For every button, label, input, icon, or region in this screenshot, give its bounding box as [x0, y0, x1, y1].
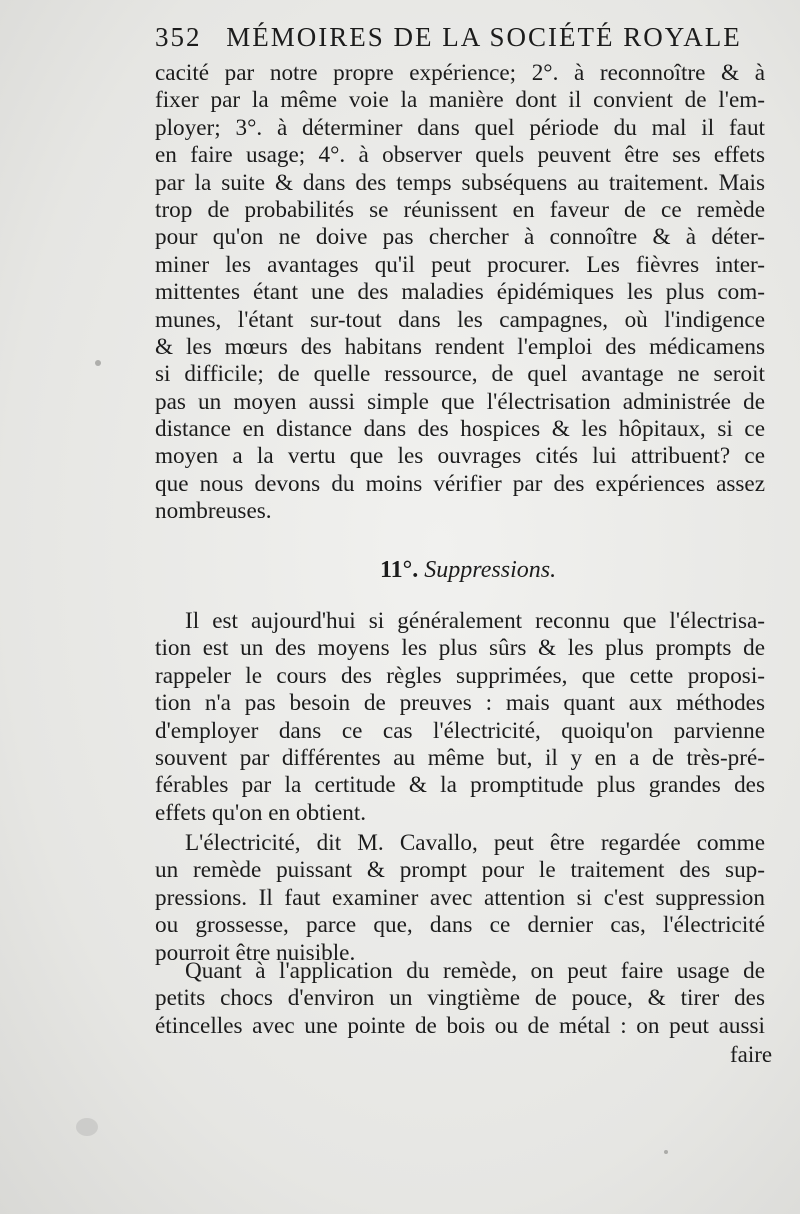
paragraph-cavallo [155, 830, 765, 967]
text-line: que nous devons du moins vérifier par des expériences assez [155, 470, 765, 497]
section-title: Suppressions. [424, 557, 557, 583]
running-header [155, 22, 742, 53]
text-line: trop de probabilités se réunissent en faveur de ce remède [155, 196, 765, 223]
section-heading [380, 557, 556, 584]
text-line: & les mœurs des habitans rendent l'emploi des médicamens [155, 333, 765, 360]
paragraph-fevers [155, 60, 765, 526]
paragraph-suppressions [155, 608, 765, 827]
text-line: en faire usage; 4°. à observer quels peuvent être ses effets [155, 142, 765, 169]
text-line: miner les avantages qu'il peut procurer. Les fièvres inter- [155, 251, 765, 278]
text-line: nombreuses. [155, 498, 272, 525]
text-line: ployer; 3°. à déterminer dans quel période du mal il faut [155, 114, 765, 141]
text-line: si difficile; de quelle ressource, de quel avantage ne seroit [155, 361, 765, 388]
running-title: MÉMOIRES DE LA SOCIÉTÉ ROYALE [226, 22, 742, 52]
text-line: tion est un des moyens les plus sûrs & les plus prompts de [155, 635, 765, 662]
text-line: étincelles avec une pointe de bois ou de métal : on peut aussi [155, 1012, 765, 1039]
text-line: Quant à l'application du remède, on peut faire usage de [185, 958, 765, 984]
paper-stain [76, 1118, 98, 1136]
text-line: rappeler le cours des règles supprimées, que cette proposi- [155, 662, 765, 689]
text-line: férables par la certitude & la promptitude plus grandes des [155, 772, 765, 799]
text-line: petits chocs d'environ un vingtième de pouce, & tirer des [155, 985, 765, 1012]
text-line: tion n'a pas besoin de preuves : mais quant aux méthodes [155, 690, 765, 717]
ink-speck [95, 360, 101, 366]
text-line: pour qu'on ne doive pas chercher à connoître & à déter- [155, 224, 765, 251]
section-number: 11°. [380, 557, 419, 583]
text-line: d'employer dans ce cas l'électricité, quoiqu'on parvienne [155, 717, 765, 744]
paragraph-application [155, 958, 765, 1040]
page-number: 352 [155, 22, 202, 52]
text-line: cacité par notre propre expérience; 2°. à reconnoître & à [155, 60, 765, 86]
text-line: pressions. Il faut examiner avec attention si c'est suppression [155, 884, 765, 911]
text-line: moyen a la vertu que les ouvrages cités lui attribuent? ce [155, 443, 765, 470]
text-line: pourroit être nuisible. [155, 939, 356, 966]
ink-speck [664, 1150, 668, 1154]
text-line: ou grossesse, parce que, dans ce dernier cas, l'électricité [155, 912, 765, 939]
text-line: mittentes étant une des maladies épidémiques les plus com- [155, 279, 765, 306]
text-line: pas un moyen aussi simple que l'électrisation administrée de [155, 388, 765, 415]
text-line: fixer par la même voie la manière dont il convient de l'em- [155, 87, 765, 114]
text-line: effets qu'on en obtient. [155, 799, 367, 826]
text-line: un remède puissant & prompt pour le traitement des sup- [155, 857, 765, 884]
text-line: munes, l'étant sur-tout dans les campagnes, où l'indigence [155, 306, 765, 333]
catchword: faire [730, 1042, 773, 1067]
text-line: par la suite & dans des temps subséquens au traitement. Mais [155, 169, 765, 196]
text-line: distance en distance dans des hospices & les hôpitaux, si ce [155, 416, 765, 443]
text-line: souvent par différentes au même but, il y en a de très-pré- [155, 744, 765, 771]
text-line: Il est aujourd'hui si généralement reconnu que l'électrisa- [185, 608, 765, 634]
text-line: L'électricité, dit M. Cavallo, peut être regardée comme [185, 830, 765, 856]
